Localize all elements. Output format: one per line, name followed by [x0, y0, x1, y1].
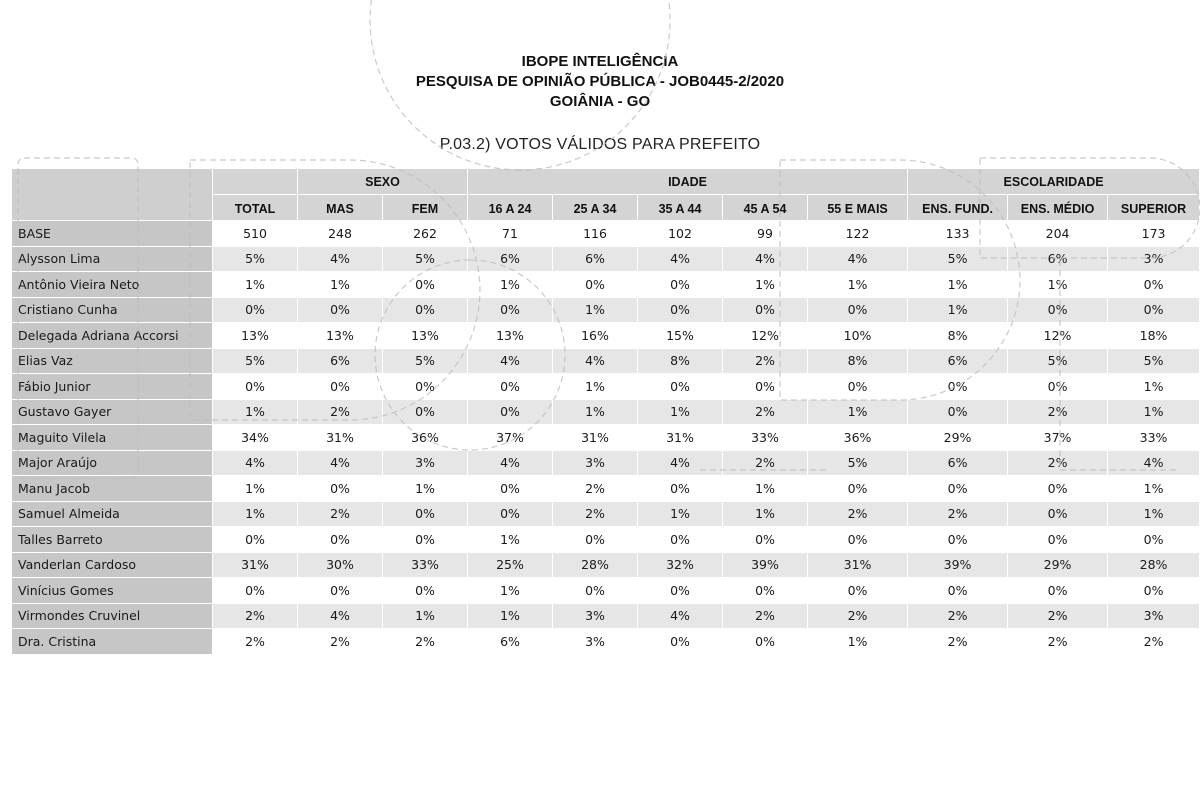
table-cell: 2%: [1008, 400, 1108, 426]
table-cell: 2%: [723, 451, 808, 477]
table-cell: 2%: [213, 604, 298, 630]
table-cell: 0%: [908, 578, 1008, 604]
table-row: [12, 578, 1200, 604]
table-cell: 5%: [213, 247, 298, 273]
group-header-row: [12, 169, 1200, 195]
table-cell: 31%: [298, 425, 383, 451]
table-cell: 0%: [298, 374, 383, 400]
table-cell: 1%: [1108, 476, 1200, 502]
table-cell: 1%: [908, 298, 1008, 324]
table-cell: 6%: [908, 451, 1008, 477]
table-cell: 1%: [553, 374, 638, 400]
table-cell: 2%: [298, 502, 383, 528]
table-cell: 0%: [1108, 527, 1200, 553]
table-cell: 4%: [468, 451, 553, 477]
column-header: SUPERIOR: [1108, 195, 1200, 221]
table-cell: 0%: [723, 578, 808, 604]
table-cell: 0%: [638, 527, 723, 553]
table-cell: 39%: [723, 553, 808, 579]
table-row: [12, 323, 1200, 349]
row-label: Talles Barreto: [12, 527, 213, 553]
table-cell: 0%: [553, 527, 638, 553]
table-cell: 4%: [638, 451, 723, 477]
table-cell: 0%: [383, 502, 468, 528]
table-row: [12, 629, 1200, 655]
column-header: 55 E MAIS: [808, 195, 908, 221]
table-cell: 1%: [468, 604, 553, 630]
table-cell: 31%: [213, 553, 298, 579]
table-cell: 1%: [213, 476, 298, 502]
table-cell: 0%: [553, 272, 638, 298]
table-row: [12, 272, 1200, 298]
table-cell: 510: [213, 221, 298, 247]
table-cell: 2%: [213, 629, 298, 655]
table-cell: 1%: [213, 272, 298, 298]
table-cell: 33%: [383, 553, 468, 579]
table-cell: 12%: [1008, 323, 1108, 349]
table-cell: 0%: [723, 298, 808, 324]
table-cell: 1%: [213, 400, 298, 426]
table-cell: 1%: [468, 578, 553, 604]
table-cell: 10%: [808, 323, 908, 349]
row-label: Cristiano Cunha: [12, 298, 213, 324]
table-cell: 1%: [808, 400, 908, 426]
table-cell: 13%: [383, 323, 468, 349]
table-cell: 4%: [468, 349, 553, 375]
table-cell: 0%: [1008, 374, 1108, 400]
table-cell: 31%: [553, 425, 638, 451]
row-label: Samuel Almeida: [12, 502, 213, 528]
table-cell: 0%: [1108, 578, 1200, 604]
table-cell: 122: [808, 221, 908, 247]
table-cell: 4%: [808, 247, 908, 273]
question-title: P.03.2) VOTOS VÁLIDOS PARA PREFEITO: [439, 136, 761, 153]
corner-cell: [12, 169, 213, 221]
table-cell: 0%: [908, 527, 1008, 553]
table-cell: 39%: [908, 553, 1008, 579]
table-cell: 2%: [553, 502, 638, 528]
results-table: [12, 169, 1200, 655]
table-cell: 5%: [213, 349, 298, 375]
table-cell: 0%: [808, 374, 908, 400]
table-cell: 0%: [808, 578, 908, 604]
table-cell: 0%: [468, 400, 553, 426]
table-cell: 1%: [908, 272, 1008, 298]
table-cell: 5%: [908, 247, 1008, 273]
row-label: Virmondes Cruvinel: [12, 604, 213, 630]
group-idade: IDADE: [468, 169, 908, 195]
group-escolaridade: ESCOLARIDADE: [908, 169, 1200, 195]
table-cell: 25%: [468, 553, 553, 579]
table-cell: 1%: [808, 629, 908, 655]
table-cell: 6%: [908, 349, 1008, 375]
column-header: ENS. MÉDIO: [1008, 195, 1108, 221]
table-row: [12, 527, 1200, 553]
table-cell: 2%: [908, 502, 1008, 528]
table-cell: 0%: [298, 578, 383, 604]
row-label: Delegada Adriana Accorsi: [12, 323, 213, 349]
table-cell: 2%: [383, 629, 468, 655]
table-cell: 2%: [723, 400, 808, 426]
table-cell: 0%: [298, 527, 383, 553]
table-cell: 0%: [1008, 502, 1108, 528]
table-cell: 0%: [383, 298, 468, 324]
table-cell: 32%: [638, 553, 723, 579]
table-cell: 0%: [553, 578, 638, 604]
table-cell: 3%: [553, 451, 638, 477]
table-cell: 29%: [908, 425, 1008, 451]
table-cell: 33%: [723, 425, 808, 451]
table-cell: 0%: [723, 374, 808, 400]
table-cell: 0%: [213, 298, 298, 324]
table-cell: 0%: [908, 374, 1008, 400]
table-cell: 0%: [468, 374, 553, 400]
table-cell: 2%: [1008, 451, 1108, 477]
table-cell: 33%: [1108, 425, 1200, 451]
table-cell: 16%: [553, 323, 638, 349]
table-cell: 173: [1108, 221, 1200, 247]
table-cell: 1%: [723, 476, 808, 502]
table-cell: 1%: [468, 272, 553, 298]
table-cell: 4%: [298, 247, 383, 273]
table-cell: 0%: [808, 298, 908, 324]
row-label: Vinícius Gomes: [12, 578, 213, 604]
row-label: Vanderlan Cardoso: [12, 553, 213, 579]
table-cell: 1%: [723, 502, 808, 528]
table-row: [12, 451, 1200, 477]
table-cell: 3%: [1108, 247, 1200, 273]
table-row: [12, 349, 1200, 375]
row-label: Alysson Lima: [12, 247, 213, 273]
table-cell: 0%: [383, 578, 468, 604]
table-cell: 31%: [638, 425, 723, 451]
table-cell: 4%: [213, 451, 298, 477]
table-cell: 0%: [468, 298, 553, 324]
table-cell: 0%: [723, 629, 808, 655]
table-cell: 2%: [908, 604, 1008, 630]
table-cell: 8%: [908, 323, 1008, 349]
table-cell: 5%: [383, 247, 468, 273]
table-cell: 18%: [1108, 323, 1200, 349]
table-row: [12, 374, 1200, 400]
table-cell: 4%: [298, 604, 383, 630]
table-cell: 6%: [298, 349, 383, 375]
table-cell: 28%: [1108, 553, 1200, 579]
table-cell: 0%: [383, 374, 468, 400]
table-row: [12, 247, 1200, 273]
table-cell: 248: [298, 221, 383, 247]
column-header: 35 A 44: [638, 195, 723, 221]
table-cell: 2%: [298, 629, 383, 655]
table-cell: 1%: [1108, 502, 1200, 528]
column-header: FEM: [383, 195, 468, 221]
row-label: Dra. Cristina: [12, 629, 213, 655]
table-cell: 0%: [298, 298, 383, 324]
table-cell: 30%: [298, 553, 383, 579]
column-header: TOTAL: [213, 195, 298, 221]
table-cell: 4%: [298, 451, 383, 477]
table-cell: 36%: [383, 425, 468, 451]
table-cell: 0%: [638, 298, 723, 324]
table-cell: 1%: [553, 298, 638, 324]
table-cell: 5%: [1108, 349, 1200, 375]
table-cell: 0%: [468, 502, 553, 528]
table-cell: 0%: [468, 476, 553, 502]
table-cell: 12%: [723, 323, 808, 349]
table-row: [12, 221, 1200, 247]
table-cell: 0%: [213, 374, 298, 400]
table-cell: 1%: [808, 272, 908, 298]
table-cell: 1%: [723, 272, 808, 298]
table-row: [12, 604, 1200, 630]
table-cell: 262: [383, 221, 468, 247]
table-cell: 0%: [808, 476, 908, 502]
table-cell: 5%: [1008, 349, 1108, 375]
table-cell: 1%: [298, 272, 383, 298]
table-cell: 3%: [383, 451, 468, 477]
table-cell: 71: [468, 221, 553, 247]
table-cell: 0%: [213, 578, 298, 604]
header-org: IBOPE INTELIGÊNCIA: [521, 53, 679, 70]
table-cell: 2%: [1008, 604, 1108, 630]
column-header: ENS. FUND.: [908, 195, 1008, 221]
group-total-empty: [213, 169, 298, 195]
table-cell: 1%: [383, 476, 468, 502]
table-cell: 2%: [1108, 629, 1200, 655]
table-cell: 37%: [468, 425, 553, 451]
table-row: [12, 400, 1200, 426]
table-row: [12, 298, 1200, 324]
table-cell: 6%: [1008, 247, 1108, 273]
row-label: Manu Jacob: [12, 476, 213, 502]
table-cell: 28%: [553, 553, 638, 579]
table-cell: 0%: [1008, 578, 1108, 604]
row-label: Fábio Junior: [12, 374, 213, 400]
row-label: Major Araújo: [12, 451, 213, 477]
table-cell: 13%: [468, 323, 553, 349]
table-row: [12, 476, 1200, 502]
table-row: [12, 425, 1200, 451]
row-label: Gustavo Gayer: [12, 400, 213, 426]
table-cell: 0%: [1108, 298, 1200, 324]
table-cell: 34%: [213, 425, 298, 451]
table-cell: 1%: [638, 400, 723, 426]
column-header: 45 A 54: [723, 195, 808, 221]
table-cell: 4%: [1108, 451, 1200, 477]
table-cell: 3%: [553, 629, 638, 655]
table-cell: 1%: [1008, 272, 1108, 298]
table-cell: 116: [553, 221, 638, 247]
table-cell: 36%: [808, 425, 908, 451]
table-cell: 3%: [553, 604, 638, 630]
table-cell: 0%: [1008, 476, 1108, 502]
table-cell: 0%: [638, 578, 723, 604]
table-cell: 6%: [468, 629, 553, 655]
table-row: [12, 553, 1200, 579]
table-cell: 0%: [638, 374, 723, 400]
table-row: [12, 502, 1200, 528]
row-label: BASE: [12, 221, 213, 247]
table-cell: 133: [908, 221, 1008, 247]
row-label: Maguito Vilela: [12, 425, 213, 451]
table-cell: 1%: [638, 502, 723, 528]
column-header: MAS: [298, 195, 383, 221]
table-cell: 13%: [298, 323, 383, 349]
table-cell: 2%: [1008, 629, 1108, 655]
table-cell: 3%: [1108, 604, 1200, 630]
table-cell: 0%: [383, 400, 468, 426]
table-cell: 102: [638, 221, 723, 247]
table-cell: 99: [723, 221, 808, 247]
table-cell: 1%: [553, 400, 638, 426]
table-cell: 0%: [638, 272, 723, 298]
table-cell: 6%: [553, 247, 638, 273]
table-cell: 0%: [213, 527, 298, 553]
column-header: 25 A 34: [553, 195, 638, 221]
table-cell: 4%: [723, 247, 808, 273]
table-cell: 15%: [638, 323, 723, 349]
table-cell: 0%: [1008, 527, 1108, 553]
table-cell: 1%: [1108, 400, 1200, 426]
table-cell: 0%: [908, 476, 1008, 502]
table-cell: 0%: [908, 400, 1008, 426]
table-cell: 0%: [1108, 272, 1200, 298]
table-cell: 0%: [723, 527, 808, 553]
table-cell: 8%: [638, 349, 723, 375]
table-cell: 5%: [383, 349, 468, 375]
table-cell: 37%: [1008, 425, 1108, 451]
table-cell: 1%: [468, 527, 553, 553]
table-cell: 2%: [298, 400, 383, 426]
table-cell: 1%: [1108, 374, 1200, 400]
table-cell: 2%: [553, 476, 638, 502]
report-header: [0, 52, 1200, 112]
table-cell: 0%: [383, 527, 468, 553]
table-cell: 29%: [1008, 553, 1108, 579]
table-cell: 4%: [638, 247, 723, 273]
table-cell: 6%: [468, 247, 553, 273]
table-cell: 1%: [383, 604, 468, 630]
table-cell: 4%: [638, 604, 723, 630]
group-sexo: SEXO: [298, 169, 468, 195]
table-body: [12, 221, 1200, 655]
row-label: Elias Vaz: [12, 349, 213, 375]
table-cell: 13%: [213, 323, 298, 349]
header-survey: PESQUISA DE OPINIÃO PÚBLICA - JOB0445-2/2020: [415, 73, 785, 90]
table-cell: 1%: [213, 502, 298, 528]
table-cell: 2%: [808, 502, 908, 528]
column-header: 16 A 24: [468, 195, 553, 221]
table-cell: 2%: [908, 629, 1008, 655]
header-location: GOIÂNIA - GO: [549, 93, 651, 110]
table-cell: 0%: [1008, 298, 1108, 324]
table-cell: 0%: [638, 476, 723, 502]
table-cell: 2%: [723, 604, 808, 630]
table-cell: 0%: [808, 527, 908, 553]
table-cell: 0%: [298, 476, 383, 502]
table-cell: 5%: [808, 451, 908, 477]
table-cell: 8%: [808, 349, 908, 375]
row-label: Antônio Vieira Neto: [12, 272, 213, 298]
table-cell: 0%: [383, 272, 468, 298]
table-cell: 4%: [553, 349, 638, 375]
table-cell: 0%: [638, 629, 723, 655]
table-cell: 2%: [723, 349, 808, 375]
table-cell: 204: [1008, 221, 1108, 247]
table-cell: 31%: [808, 553, 908, 579]
table-cell: 2%: [808, 604, 908, 630]
